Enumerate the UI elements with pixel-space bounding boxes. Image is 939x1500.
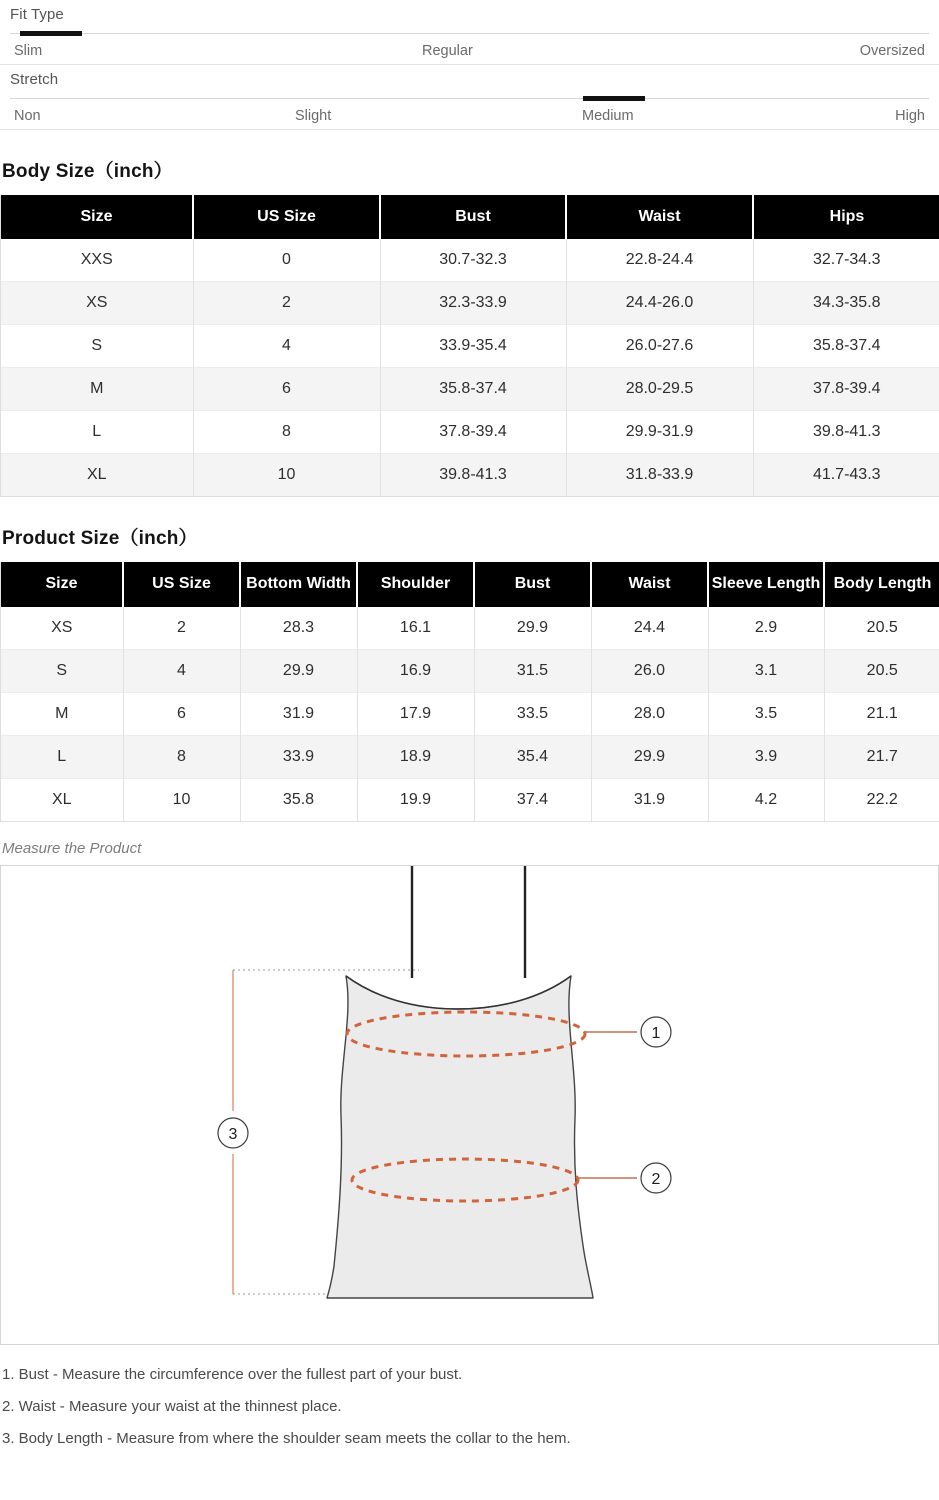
product-size-cell-body-length: 21.1 (824, 692, 939, 735)
product-size-header-4: Shoulder (357, 562, 474, 606)
bust-marker-number: 1 (651, 1024, 661, 1042)
product-size-header-3: Bottom Width (240, 562, 357, 606)
table-row (1, 325, 939, 368)
body-size-table-wrap (0, 195, 939, 497)
product-size-cell-body-length: 21.7 (824, 735, 939, 778)
fit-type-title: Fit Type (10, 6, 64, 23)
body-size-header-5: Hips (753, 195, 939, 239)
table-row (1, 411, 939, 454)
note-waist: 2. Waist - Measure your waist at the thinnest place. (2, 1398, 342, 1416)
product-size-cell-size: XS (1, 607, 123, 650)
body-size-header-3: Bust (380, 195, 566, 239)
body-size-table-head (1, 195, 939, 239)
product-size-cell-us-size: 10 (123, 778, 240, 821)
body-size-cell-hips: 41.7-43.3 (753, 454, 939, 497)
product-size-cell-bust: 29.9 (474, 607, 591, 650)
body-size-cell-bust: 32.3-33.9 (380, 282, 566, 325)
body-size-cell-waist: 24.4-26.0 (566, 282, 753, 325)
body-size-header-2: US Size (193, 195, 380, 239)
body-size-cell-size: XS (1, 282, 193, 325)
stretch-scale-labels (10, 99, 929, 129)
body-size-cell-size: XXS (1, 239, 193, 282)
body-size-cell-bust: 30.7-32.3 (380, 239, 566, 282)
product-size-table-body (1, 607, 939, 821)
body-size-cell-waist: 28.0-29.5 (566, 368, 753, 411)
table-row (1, 454, 939, 497)
product-size-table-wrap (0, 562, 939, 821)
product-size-header-1: Size (1, 562, 123, 606)
body-size-cell-us-size: 10 (193, 454, 380, 497)
measurement-notes (0, 1345, 939, 1466)
table-header-row (1, 562, 939, 606)
body-size-cell-hips: 32.7-34.3 (753, 239, 939, 282)
waist-marker-number: 2 (651, 1170, 661, 1188)
measurement-diagram (0, 865, 939, 1345)
table-row (1, 692, 939, 735)
attribute-stretch (0, 65, 939, 129)
product-size-cell-size: L (1, 735, 123, 778)
product-size-cell-waist: 28.0 (591, 692, 708, 735)
product-size-cell-waist: 24.4 (591, 607, 708, 650)
product-size-cell-bottom-width: 33.9 (240, 735, 357, 778)
product-size-cell-sleeve-length: 3.1 (708, 649, 824, 692)
measure-the-product-caption: Measure the Product (2, 839, 142, 857)
table-row (1, 649, 939, 692)
note-bust: 1. Bust - Measure the circumference over the fullest part of your bust. (2, 1365, 463, 1383)
body-length-marker-number: 3 (228, 1125, 238, 1143)
table-row (1, 368, 939, 411)
body-size-cell-bust: 39.8-41.3 (380, 454, 566, 497)
table-row (1, 239, 939, 282)
body-size-cell-size: L (1, 411, 193, 454)
body-size-cell-waist: 29.9-31.9 (566, 411, 753, 454)
stretch-label-medium[interactable]: Medium (582, 108, 634, 124)
body-size-cell-size: S (1, 325, 193, 368)
body-size-table-body (1, 239, 939, 496)
product-size-cell-sleeve-length: 2.9 (708, 607, 824, 650)
product-size-cell-bust: 37.4 (474, 778, 591, 821)
stretch-label-non[interactable]: Non (14, 108, 41, 124)
product-size-cell-bottom-width: 31.9 (240, 692, 357, 735)
product-size-cell-us-size: 2 (123, 607, 240, 650)
body-size-cell-size: M (1, 368, 193, 411)
product-size-cell-size: XL (1, 778, 123, 821)
product-size-cell-shoulder: 18.9 (357, 735, 474, 778)
product-size-cell-bottom-width: 29.9 (240, 649, 357, 692)
fit-type-label-slim[interactable]: Slim (14, 43, 43, 59)
product-size-header-5: Bust (474, 562, 591, 606)
body-size-header-4: Waist (566, 195, 753, 239)
product-size-header-6: Waist (591, 562, 708, 606)
product-size-cell-body-length: 20.5 (824, 649, 939, 692)
garment-illustration (1, 866, 938, 1344)
garment-body-shape (327, 976, 593, 1298)
product-size-cell-shoulder: 19.9 (357, 778, 474, 821)
body-size-cell-hips: 37.8-39.4 (753, 368, 939, 411)
product-size-cell-body-length: 20.5 (824, 607, 939, 650)
stretch-label-high[interactable]: High (895, 108, 925, 124)
fit-type-scale-labels (10, 34, 929, 64)
body-size-cell-waist: 26.0-27.6 (566, 325, 753, 368)
body-size-cell-us-size: 4 (193, 325, 380, 368)
product-size-header-2: US Size (123, 562, 240, 606)
product-size-table (1, 562, 939, 820)
body-size-cell-waist: 22.8-24.4 (566, 239, 753, 282)
product-size-title: Product Size（inch） (2, 528, 198, 550)
table-row (1, 778, 939, 821)
product-size-cell-bottom-width: 28.3 (240, 607, 357, 650)
product-size-cell-sleeve-length: 3.9 (708, 735, 824, 778)
product-size-cell-waist: 31.9 (591, 778, 708, 821)
body-size-cell-hips: 34.3-35.8 (753, 282, 939, 325)
note-body-length: 3. Body Length - Measure from where the shoulder seam meets the collar to the hem. (2, 1430, 571, 1448)
product-size-cell-bust: 31.5 (474, 649, 591, 692)
body-size-cell-us-size: 6 (193, 368, 380, 411)
product-size-cell-size: S (1, 649, 123, 692)
body-size-cell-waist: 31.8-33.9 (566, 454, 753, 497)
table-header-row (1, 195, 939, 239)
body-size-header-1: Size (1, 195, 193, 239)
product-size-cell-bust: 33.5 (474, 692, 591, 735)
product-size-cell-waist: 26.0 (591, 649, 708, 692)
body-size-cell-bust: 37.8-39.4 (380, 411, 566, 454)
body-size-cell-hips: 35.8-37.4 (753, 325, 939, 368)
product-size-header-7: Sleeve Length (708, 562, 824, 606)
attribute-fit-type (0, 0, 939, 64)
product-size-cell-bottom-width: 35.8 (240, 778, 357, 821)
body-size-cell-us-size: 0 (193, 239, 380, 282)
body-size-cell-us-size: 8 (193, 411, 380, 454)
body-size-cell-bust: 33.9-35.4 (380, 325, 566, 368)
product-size-cell-sleeve-length: 4.2 (708, 778, 824, 821)
product-size-cell-shoulder: 17.9 (357, 692, 474, 735)
body-size-title: Body Size（inch） (2, 161, 173, 182)
product-size-cell-shoulder: 16.9 (357, 649, 474, 692)
product-size-cell-shoulder: 16.1 (357, 607, 474, 650)
stretch-label-slight[interactable]: Slight (295, 108, 332, 124)
body-size-cell-bust: 35.8-37.4 (380, 368, 566, 411)
fit-type-label-oversized[interactable]: Oversized (859, 43, 925, 59)
product-size-cell-us-size: 6 (123, 692, 240, 735)
product-size-header-8: Body Length (824, 562, 939, 606)
table-row (1, 282, 939, 325)
table-row (1, 607, 939, 650)
stretch-title: Stretch (10, 71, 59, 88)
body-size-cell-size: XL (1, 454, 193, 497)
product-size-cell-us-size: 8 (123, 735, 240, 778)
product-size-table-head (1, 562, 939, 606)
product-size-cell-size: M (1, 692, 123, 735)
body-size-cell-us-size: 2 (193, 282, 380, 325)
fit-type-label-regular[interactable]: Regular (422, 43, 473, 59)
product-size-cell-us-size: 4 (123, 649, 240, 692)
product-size-cell-bust: 35.4 (474, 735, 591, 778)
product-size-cell-sleeve-length: 3.5 (708, 692, 824, 735)
product-size-cell-waist: 29.9 (591, 735, 708, 778)
product-size-cell-body-length: 22.2 (824, 778, 939, 821)
body-size-cell-hips: 39.8-41.3 (753, 411, 939, 454)
body-size-table (1, 195, 939, 496)
table-row (1, 735, 939, 778)
